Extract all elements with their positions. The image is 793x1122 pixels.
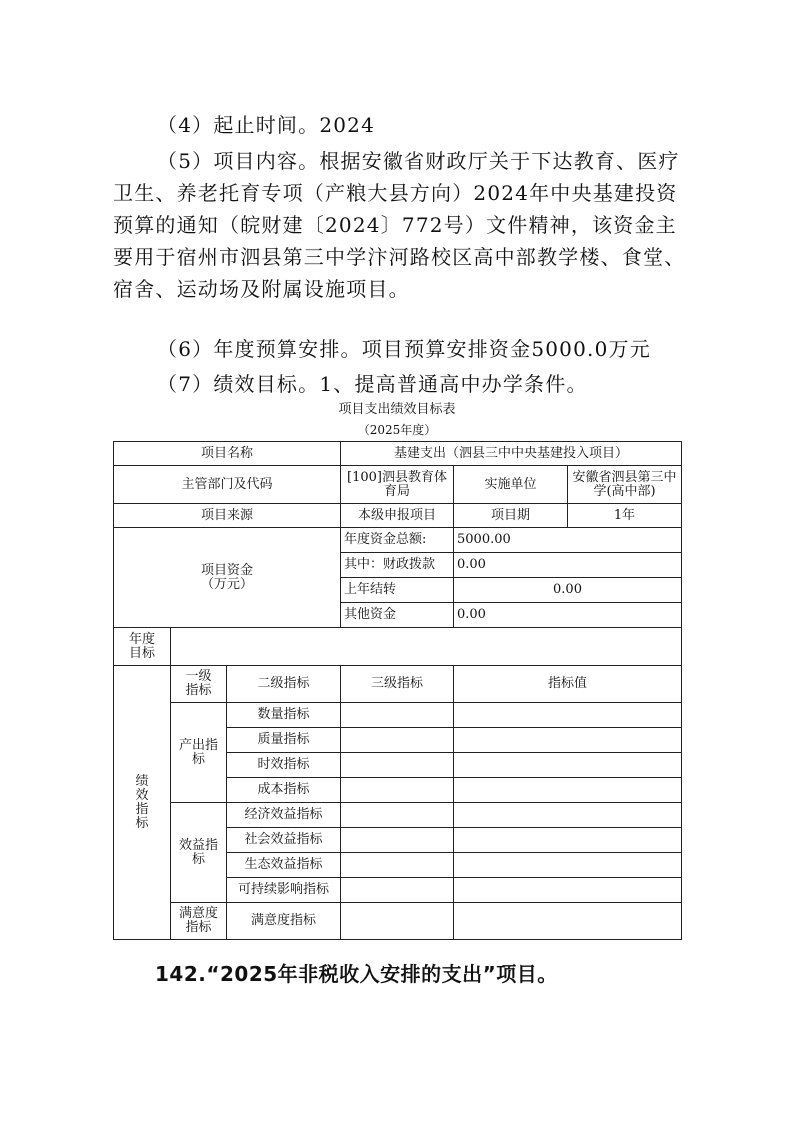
value-cell [454,803,682,828]
level3-cell [341,903,454,940]
header-value: 指标值 [454,666,682,703]
level3-cell [341,878,454,903]
output-item: 质量指标 [227,728,341,753]
performance-target-table [113,441,682,940]
period-value: 1年 [568,504,682,528]
benefit-item: 经济效益指标 [227,803,341,828]
perf-indicator-label [114,666,171,940]
funds-label [114,528,341,628]
level3-cell [341,753,454,778]
value-cell [454,703,682,728]
header-level2: 二级指标 [227,666,341,703]
impl-label: 实施单位 [454,466,568,504]
table-year: （2025年度） [357,423,437,437]
source-label: 项目来源 [114,504,341,528]
level3-cell [341,828,454,853]
funds-label-text: 项目资金（万元） [200,562,253,592]
funds-row-value: 5000.00 [454,528,682,553]
dept-value: [100]泗县教育体育局 [341,466,454,504]
header-level1 [171,666,227,703]
satisfaction-indicator-label-text: 满意度指标 [178,906,218,935]
period-label: 项目期 [454,504,568,528]
funds-row-label: 上年结转 [341,578,454,603]
value-cell [454,753,682,778]
header-level3: 三级指标 [341,666,454,703]
perf-indicator-label-text: 绩效指标 [135,773,149,831]
output-item: 数量指标 [227,703,341,728]
value-cell [454,828,682,853]
annual-goal-value [171,628,682,666]
funds-row-value: 0.00 [454,578,682,603]
annual-goal-label [114,628,171,666]
value-cell [454,903,682,940]
source-value: 本级申报项目 [341,504,454,528]
output-item: 成本指标 [227,778,341,803]
level3-cell [341,803,454,828]
dept-label: 主管部门及代码 [114,466,341,504]
benefit-item: 社会效益指标 [227,828,341,853]
satisfaction-indicator-label [171,903,227,940]
benefit-indicator-label-text: 效益指标 [178,837,218,867]
value-cell [454,728,682,753]
level3-cell [341,778,454,803]
satisfaction-item: 满意度指标 [227,903,341,940]
project-name-label: 项目名称 [114,442,341,466]
funds-row-label: 其他资金 [341,603,454,628]
value-cell [454,853,682,878]
funds-row-value: 0.00 [454,603,682,628]
benefit-item: 生态效益指标 [227,853,341,878]
paragraph-start-end-time: （4）起止时间。2024 [157,113,376,137]
level3-cell [341,703,454,728]
output-indicator-label [171,703,227,803]
output-item: 时效指标 [227,753,341,778]
paragraph-annual-budget: （6）年度预算安排。项目预算安排资金5000.0万元 [157,337,651,361]
output-indicator-label-text: 产出指标 [178,737,218,767]
benefit-item: 可持续影响指标 [227,878,341,903]
value-cell [454,878,682,903]
annual-goal-label-text: 年度目标 [128,631,155,661]
paragraph-project-content: （5）项目内容。根据安徽省财政厅关于下达教育、医疗卫生、养老托育专项（产粮大县方向）2024年中央基建投资预算的通知（皖财建〔2024〕772号）文件精神，该资金主要用于宿州市泗县第三中学汴河路校区高中部教学楼、食堂、宿舍、运动场及附属设施项目。 [113,149,686,301]
benefit-indicator-label [171,803,227,903]
impl-value: 安徽省泗县第三中学(高中部) [568,466,682,504]
funds-row-value: 0.00 [454,553,682,578]
section-heading-142: 142.“2025年非税收入安排的支出”项目。 [155,962,558,986]
level3-cell [341,728,454,753]
value-cell [454,778,682,803]
project-name-value: 基建支出（泗县三中中央基建投入项目） [341,442,682,466]
level3-cell [341,853,454,878]
table-title: 项目支出绩效目标表 [338,402,456,417]
funds-row-label: 其中：财政拨款 [341,553,454,578]
paragraph-performance-goal: （7）绩效目标。1、提高普通高中办学条件。 [157,372,588,396]
header-level1-text: 一级指标 [185,669,212,698]
funds-row-label: 年度资金总额: [341,528,454,553]
